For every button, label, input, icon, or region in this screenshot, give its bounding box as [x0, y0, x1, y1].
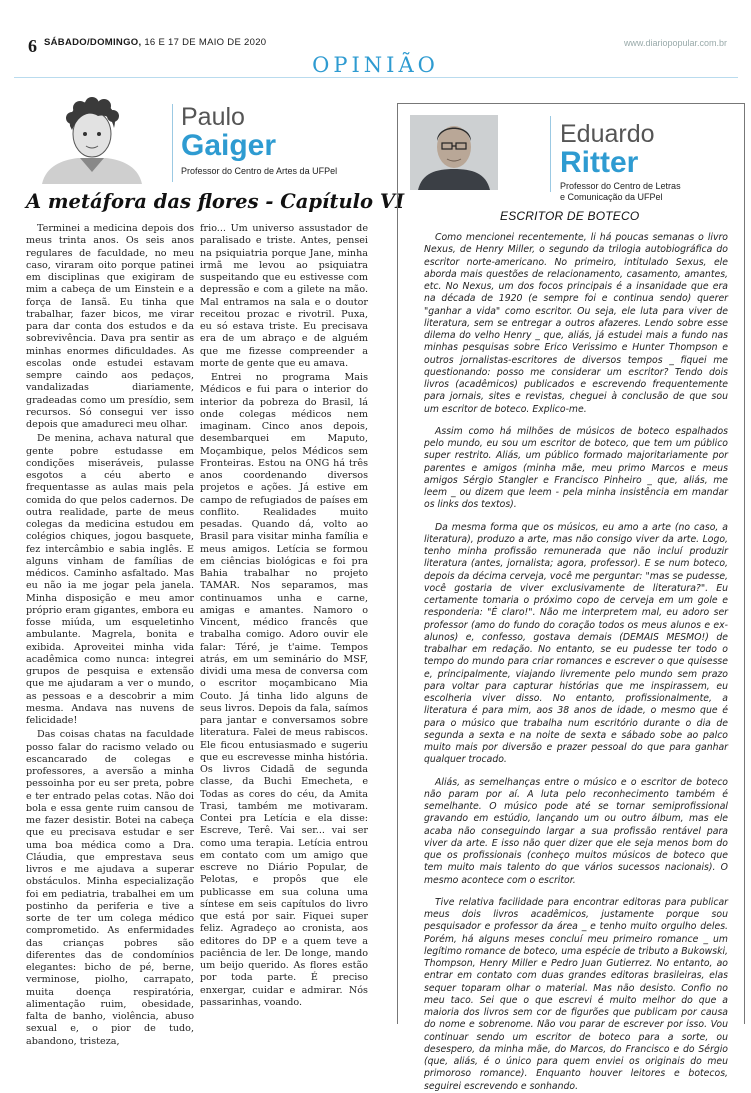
left-author-divider [172, 104, 173, 182]
right-author-role-line-2: e Comunicação da UFPel [560, 192, 663, 202]
paragraph: Das coisas chatas na faculdade posso falar do racismo velado ou escancarado de colegas e professores, a aversão a minha pessoinha por eu ser preta, pobre e ter entrado pelas cotas. Não doi bola e essa gente ruim cansou de me fazer desistir. Botei na cabeça que eu precisava estudar e ser uma boa médica como a Dra. Cláudia, que emprestava seus livros e me ajudava a superar obstáculos. Minha especialização foi em pediatria, trabalhei em um postinho da periferia e tive a sorte de ter um colega médico comprometido. As enfermidades das crianças pobres são diferentes das de condomínios elegantes: bicho de pé, berne, verminose, piolho, carrapato, muita doença respiratória, alimentação ruim, obesidade, falta de banho, violência, abuso sexual e, o pior de tudo, abandono, tristeza, [26, 729, 194, 1047]
paragraph: Como mencionei recentemente, li há poucas semanas o livro Nexus, de Henry Miller, o segundo da trilogia autobiográfica do escritor norte-americano. No primeiro, intitulado Sexus, ele aborda mais questões de relacionamento, casamento, amantes, etc. No Nexus, um dos focos principais é a insanidade que era na década de 1920 (e sempre foi e continua sendo) querer "ganhar a vida" como escritor. Ou seja, ele luta para viver de literatura, sem se entregar a outros afazeres. Lendo sobre esse dilema do velho Henry _ que, aliás, já estudei mais a fundo nas minhas pesquisas sobre Erico Verissimo e Hunter Thompson e outros jornalistas-escritores de diversos tempos _ fiquei me questionando: posso me considerar um escritor? Tendo dois livros (acadêmicos) publicados e escrevendo frequentemente para jornais, sites e revistas, cheguei à conclusão de que sou um escritor de boteco. Explico-me. [424, 232, 728, 415]
portrait-illustration [22, 96, 162, 184]
right-author-photo [410, 115, 498, 190]
edition-date-rest: 16 E 17 DE MAIO DE 2020 [144, 37, 267, 48]
paragraph: Entrei no programa Mais Médicos e fui para o interior do interior da pobreza do Brasil, lá onde colegas médicos nem imaginam. Cinco anos depois, desembarquei em Maputo, Moçambique, pelos Médicos sem Fronteiras. Estou na ONG há três anos coordenando diversos projetos e ações. Já estive em campo de refugiados de países em conflito. Realidades muito pesadas. Quando dá, volto ao Brasil para visitar minha família e meus amigos. Letícia se formou em ciências biológicas e foi pra Bahia trabalhar no projeto TAMAR. Nos separamos, mas continuamos unha e carne, amigas e amantes. Namoro o Vincent, médico francês que trabalha comigo. Adoro ouvir ele falar: Téré, je t'aime. Tempos atrás, em um seminário do MSF, dividi uma mesa de conversa com o escritor moçambicano Mia Couto. Já tinha lido alguns de seus livros. Depois da fala, saímos para jantar e conversamos sobre literatura. Falei de meus rabiscos. Ele ficou entusiasmado e sugeriu que eu escrevesse minha história. Os livros Cidadã de segunda classe, da Buchi Emecheta, e Todas as cores do céu, da Amita Trasi, também me motivaram. Contei pra Letícia e ela disse: Escreve, Terê. Vai ser... vai ser como uma terapia. Letícia entrou em contato com um amigo que escreve no Diário Popular, de Pelotas, e propôs que ele publicasse em sua coluna uma síntese em seis capítulos do livro que está por sair. Fiquei super feliz. Agradeço ao cronista, aos editores do DP e a quem teve a paciência de ler. De longe, mando um beijo querido. As flores estão por toda parte. É preciso enxergar, cuidar e admirar. Nós passarinhas, voando. [200, 372, 368, 1008]
section-title: OPINIÃO [312, 53, 439, 77]
paragraph: Terminei a medicina depois dos meus trinta anos. Os seis anos regulares de faculdade, no meu caso, viraram oito porque patinei em disciplinas que exigiram de mim a cabeça de um Einstein e a força de Iansã. Eu tinha que trabalhar, fazer bicos, me virar para dar conta dos estudos e da sobrevivência. Dava pra sentir as minhas enormes dificuldades. As escolas onde estudei estavam sempre caindo aos pedaços, vandalizadas diariamente, gradeadas como um presídio, sem recursos. Só consegui ver isso depois que amadureci meu olhar. [26, 223, 194, 430]
paragraph: Tive relativa facilidade para encontrar editoras para publicar meus dois livros acadêmicos, justamente porque sou pesquisador e professor da área _ e tenho muito orgulho deles. Porém, há alguns meses concluí meu primeiro romance _ um legítimo romance de boteco, uma espécie de tributo a Bukowski, Thompson, Henry Miller e Pedro Juan Gutierrez. No entanto, ao entrar em contato com duas grandes editoras brasileiras, elas sequer toparam olhar o material. Mas não desisto. Confio no meu taco. Sei que o que escrevi é muito melhor do que a maioria dos livros sem cor de figurões que publicam por causa do nome e sobrenome. Não vou parar de escrever por isso. Vou continuar sendo um escritor de boteco para a sorte, ou desespero, da minha mãe, do Marcos, do Francisco e do Sérgio (que, aliás, é o único para quem enviei os originais do meu primoroso romance). Enquanto houver leitores e botecos, seguirei escrevendo e sonhando. [424, 896, 728, 1092]
paragraph: Aliás, as semelhanças entre o músico e o escritor de boteco não param por aí. A luta pelo reconhecimento também é semelhante. O músico pode até se tornar semiprofissional gravando em estúdio, lançando um ou outro álbum, mas ele acaba não conseguindo largar a sua profissão rentável para viver da arte. E isso não quer dizer que ele seja menos bom do que os profissionais (conheço muitos músicos de boteco que tem muito mais talento do que vários sucessos nacionais). O mesmo acontece com o escritor. [424, 776, 728, 886]
portrait-photo [410, 115, 498, 190]
right-author-last-name: Ritter [560, 146, 639, 179]
edition-date-bold: SÁBADO/DOMINGO, [44, 37, 142, 48]
right-author-first-name: Eduardo [560, 120, 655, 148]
left-author-first-name: Paulo [181, 103, 245, 131]
paragraph: frio... Um universo assustador de paralisado e triste. Antes, pensei na psiquiatria porque Jane, minha irmã me levou ao psiquiatra suspeitando que eu estivesse com depressão e com a gilete na mão. Mal entramos na sala e o doutor receitou prozac e rivotril. Puxa, eu só estava triste. Eu precisava era de um abraço e de alguém que me fizesse compreender a morte de gente que eu amava. [200, 223, 368, 369]
left-author-last-name: Gaiger [181, 129, 277, 162]
header-rule [14, 77, 738, 78]
left-article-column-2 [200, 223, 368, 1009]
right-author-role-line-1: Professor do Centro de Letras [560, 181, 681, 191]
page-number: 6 [28, 36, 37, 56]
paragraph: De menina, achava natural que gente pobre estudasse em condições miseráveis, pulasse esgotos a céu aberto e frequentasse as aulas mais pela comida do que pelos cadernos. De outra realidade, parte de meus colegas da medicina estudou em colégios chiques, jogou basquete, fez intercâmbio e sabia inglês. E alguns vinham de famílias de médicos. Caminho asfaltado. Mas eu não ia me jogar pela janela. Minha disposição e meu amor próprio eram gigantes, embora eu fosse miúda, um esqueletinho ambulante. Magrela, bonita e exibida. Aproveitei minha vida acadêmica como nunca: integrei grupos de pesquisa e extensão que me ajudaram a ver o mundo, as pessoas e a descobrir a mim mesma. Andava nas nuvens de felicidade! [26, 433, 194, 726]
site-url[interactable]: www.diariopopular.com.br [623, 38, 727, 48]
left-author-photo [22, 96, 162, 184]
right-article-body [424, 232, 728, 1093]
right-article-title: ESCRITOR DE BOTECO [500, 209, 640, 223]
right-author-divider [550, 116, 551, 192]
left-article-column-1 [26, 223, 194, 1048]
left-author-role: Professor do Centro de Artes da UFPel [181, 166, 338, 176]
paragraph: Da mesma forma que os músicos, eu amo a arte (no caso, a literatura), produzo a arte, mas não consigo viver da arte. Logo, tenho minha profissão remunerada que não incluí produzir literatura (antes, jornalista; agora, professor). E se num boteco, depois da décima cerveja, você me perguntar: "mas se pudesse, você gostaria de viver exclusivamente de literatura?". Eu certamente tomaria o próximo copo de cerveja em um gole e responderia: "É claro!". Não me interpretem mal, eu adoro ser professor (amo do fundo do coração todos os meus alunos e ex-alunos) e, confesso, gostava demais (DEMAIS MESMO!) de trabalhar em redação. No entanto, se eu pudesse ter todo o tempo do mundo para criar romances e escrever o que quisesse e, principalmente, viajando livremente pelo mundo sem prazo para voltar para capturar histórias que me inspirassem, eu escolheria viver disso. No entanto, profissionalmente, a literatura é para mim, aos 38 anos de idade, o mesmo que é para o músico que trabalha num escritório durante o dia de segunda a sexta e na noite de sexta e sábado sobe ao palco muito mais por diversão e prazer pessoal do que para ganhar qualquer trocado. [424, 521, 728, 766]
paragraph: Assim como há milhões de músicos de boteco espalhados pelo mundo, eu sou um escritor de boteco, que tem um público super restrito. Aliás, um público formado majoritariamente por parentes e amigos (minha mãe, meu primo Marcos e meus amigos Sérgio Stangler e Francisco Pinheiro _ que, aliás, me leem _ ou dizem que leem - pela minha insistência em mandar os links dos textos). [424, 425, 728, 511]
edition-date [44, 37, 266, 48]
left-article-title: A metáfora das flores - Capítulo VI [26, 190, 405, 213]
